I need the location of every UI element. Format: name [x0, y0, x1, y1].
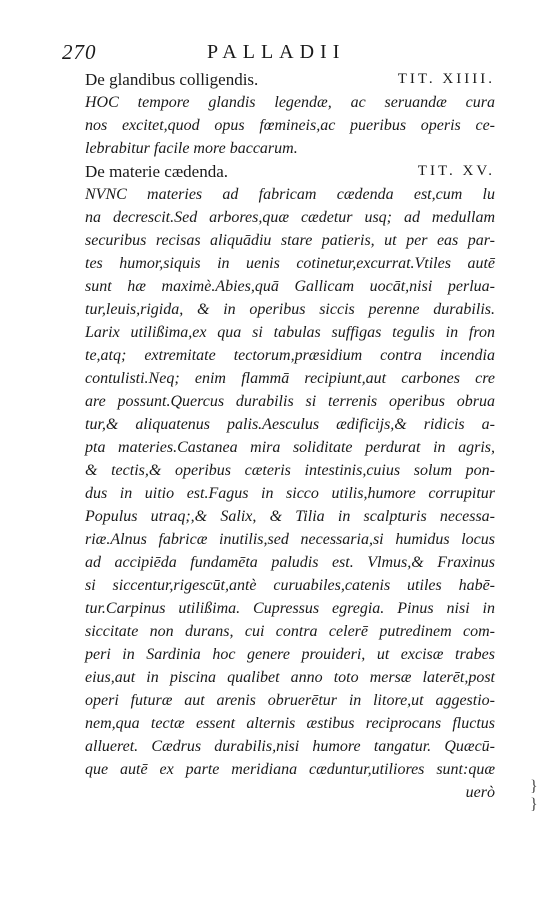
text-line: peri in Sardinia hoc genere prouideri, ut excisæ trabes: [85, 646, 495, 663]
text-line: HOC tempore glandis legendæ, ac seruandæ cura: [85, 94, 495, 111]
text-line: lebrabitur facile more baccarum.: [85, 140, 298, 157]
text-line: are possunt.Quercus durabilis si terrenis operibus obrua: [85, 393, 495, 410]
text-line: NVNC materies ad fabricam cædenda est,cum lu: [85, 186, 495, 203]
text-line: tur,& aliquatenus palis.Aesculus ædificijs,& ridicis a-: [85, 416, 495, 433]
text-line: tur.Carpinus utilißima. Cupressus egregia. Pinus nisi in: [85, 600, 495, 617]
section-heading: [85, 68, 495, 91]
text-line: & tectis,& operibus cæteris intestinis,cuius solum pon-: [85, 462, 495, 479]
text-line: nem,qua tectæ essent alternis æstibus reciprocans fluctus: [85, 715, 495, 732]
running-head: PALLADII: [207, 41, 346, 63]
text-line: Larix utilißima,ex qua si tabulas suffigas tegulis in fron: [85, 324, 495, 341]
text-line: ad accipiēda fundamēta paludis est. Vlmus,& Fraxinus: [85, 554, 495, 571]
section-title: De materie cædenda.: [85, 162, 229, 181]
catchword: uerò: [465, 784, 495, 801]
text-line: contulisti.Neq; enim flammā recipiunt,aut carbones cre: [85, 370, 495, 387]
page-number: 270: [62, 40, 97, 64]
text-line: allueret. Cædrus durabilis,nisi humore tangatur. Quæcū-: [85, 738, 495, 755]
text-line: na decrescit.Sed arbores,quæ cædetur usq; ad medullam: [85, 209, 495, 226]
section-number: TIT. XV.: [417, 163, 495, 179]
text-line: tur,leuis,rigida, & in operibus siccis perenne durabilis.: [85, 301, 495, 318]
text-line: nos excitet,quod opus fœmineis,ac pueribus operis ce-: [85, 117, 495, 134]
text-line: que autē ex parte meridiana cæduntur,utiliores sunt:quæ: [85, 761, 495, 778]
text-line: operi futuræ aut arenis obruerētur in litore,ut aggestio-: [85, 692, 495, 709]
text-line: Populus utraq;,& Salix, & Tilia in scalpturis necessa-: [85, 508, 495, 525]
section-number: TIT. XIIII.: [397, 71, 495, 87]
text-line: dus in uitio est.Fagus in sicco utilis,humore corrupitur: [85, 485, 495, 502]
page-header: [62, 40, 502, 70]
section-heading: [85, 160, 495, 183]
text-line: siccitate non durans, cui contra celerē putredinem com-: [85, 623, 495, 640]
text-line: pta materies.Castanea mira soliditate perdurat in agris,: [85, 439, 495, 456]
text-line: riæ.Alnus fabricæ inutilis,sed necessaria,si humidus locus: [85, 531, 495, 548]
text-line: si siccentur,rigescūt,antè curuabiles,catenis utiles habē-: [85, 577, 495, 594]
text-line: sunt hæ maximè.Abies,quā Gallicam uocāt,nisi perlua-: [85, 278, 495, 295]
margin-marks: } }: [530, 778, 538, 813]
text-line: eius,aut in piscina qualibet anno toto mersæ laterēt,post: [85, 669, 495, 686]
text-block: [85, 68, 495, 804]
text-line: te,atq; extremitate tectorum,præsidium contra incendia: [85, 347, 495, 364]
text-line: securibus recisas aliquādiu stare patieris, ut per eas par-: [85, 232, 495, 249]
section-title: De glandibus colligendis.: [85, 70, 259, 89]
text-line: tes humor,siquis in uenis cotinetur,excurrat.Vtiles autē: [85, 255, 495, 272]
